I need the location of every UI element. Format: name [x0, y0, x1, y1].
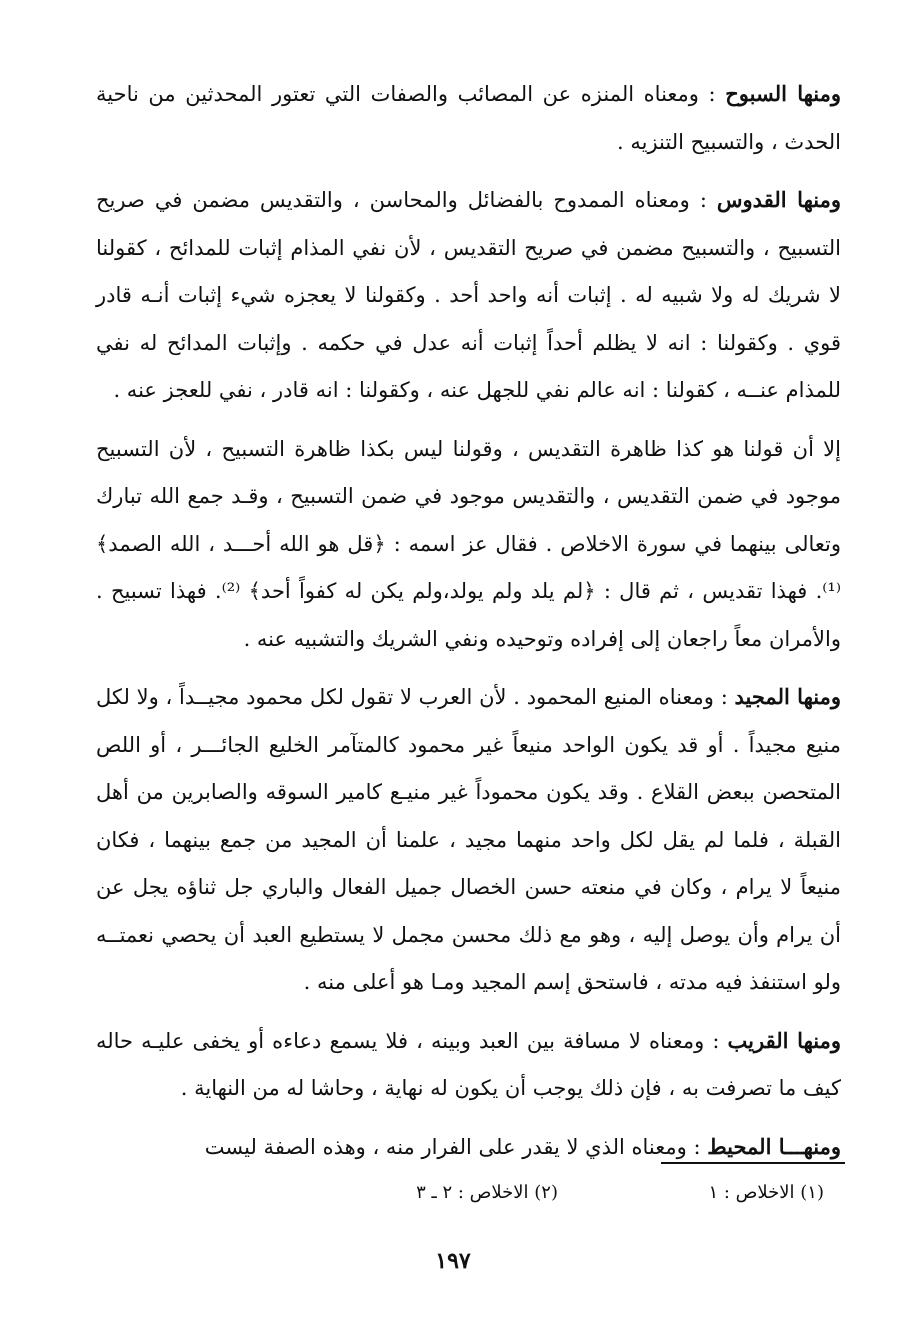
- paragraph-text: : ومعناه لا مسافة بين العبد وبينه ، فلا يسمع دعاءه أو يخفى عليـه حاله كيف ما تصرفت به ، فإن ذلك يوجب أن يكون له نهاية ، وحاشا له من النهاية .: [96, 1028, 841, 1100]
- footnote-1: (١) الاخلاص : ١: [708, 1182, 824, 1203]
- heading-muhit: ومنهـــا المحيط: [707, 1133, 841, 1159]
- paragraph-tasbih-taqdis: [96, 425, 841, 664]
- heading-subbuh: ومنها السبوح: [725, 81, 842, 106]
- heading-quddus: ومنها القدوس: [716, 187, 841, 212]
- paragraph-text: : ومعناه المنيع المحمود . لأن العرب لا تقول لكل محمود مجيــداً ، ولا لكل منيع مجيداً . أو قد يكون الواحد منيعاً غير محمود كالمتآمر الخليع الجائـــر ، أو اللص المتحصن ببعض القلاع . وقد يكون محموداً غير منيـع كامير السوقه والصابرين من أهل القبلة ، فلما لم يقل لكل واحد منهما مجيد ، علمنا أن المجيد من جمع بينهما ، فكان منيعاً لا يرام ، وكان في منعته حسن الخصال جميل الفعال والباري جل ثناؤه يجل عن أن يرام وأن يوصل إليه ، وهو مع ذلك محسن مجمل لا يستطيع العبد أن يحصي نعمتــه ولو استنفذ فيه مدته ، فاستحق إسم المجيد ومـا هو أعلى منه .: [96, 685, 841, 994]
- body-text: [96, 70, 841, 1171]
- footnote-2: (٢) الاخلاص : ٢ ـ ٣: [416, 1182, 558, 1203]
- page-number: ١٩٧: [435, 1248, 471, 1274]
- paragraph-quddus: [96, 176, 841, 415]
- heading-qarib: ومنها القريب: [727, 1027, 841, 1053]
- paragraph-subbuh: [96, 70, 841, 166]
- paragraph-text: : ومعناه المنزه عن المصائب والصفات التي تعتور المحدثين من ناحية الحدث ، والتسبيح التنزيه .: [96, 82, 841, 154]
- paragraph-text: : ومعناه الذي لا يقدر على الفرار منه ، وهذه الصفة ليست: [204, 1134, 708, 1159]
- paragraph-qarib: [96, 1017, 841, 1113]
- heading-majid: ومنها المجيد: [734, 684, 841, 709]
- footnote-divider: [661, 1162, 845, 1164]
- paragraph-majid: [96, 673, 841, 1007]
- paragraph-text: : ومعناه الممدوح بالفضائل والمحاسن ، والتقديس مضمن في صريح التسبيح ، والتسبيح مضمن في صريح التقديس ، لأن نفي المذام إثبات للمدائح ، كقولنا لا شريك له ولا شبيه له . إثبات أنه واحد أحد . وكقولنا لا يعجزه شيء إثبات أنـه قادر قوي . وكقولنا : انه لا يظلم أحداً إثبات أنه عدل في حكمه . وإثبات المدائح له نفي للمذام عنــه ، كقولنا : انه عالم نفي للجهل عنه ، وكقولنا : انه قادر ، نفي للعجز عنه .: [96, 188, 841, 402]
- paragraph-text: إلا أن قولنا هو كذا ظاهرة التقديس ، وقولنا ليس بكذا ظاهرة التسبيح ، لأن التسبيح موجود في ضمن التقديس ، والتقديس موجود في ضمن التسبيح ، وقـد جمع الله تبارك وتعالى بينهما في سورة الاخلاص . فقال عز اسمه : ﴿قل هو الله أحـــد ، الله الصمد﴾⁽¹⁾. فهذا تقديس ، ثم قال : ﴿لم يلد ولم يولد،ولم يكن له كفواً أحد﴾ ⁽²⁾. فهذا تسبيح . والأمران معاً راجعان إلى إفراده وتوحيده ونفي الشريك والتشبيه عنه .: [96, 436, 841, 651]
